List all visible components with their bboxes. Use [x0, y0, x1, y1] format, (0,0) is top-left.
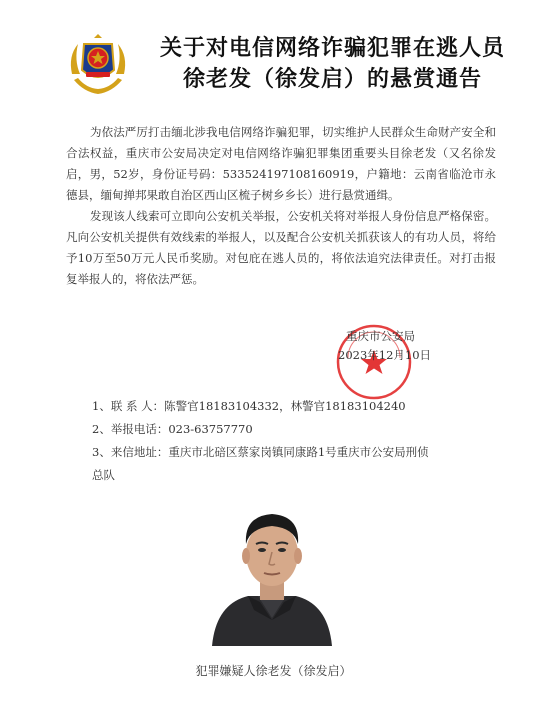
mail-address: 3、来信地址：重庆市北碚区蔡家岗镇同康路1号重庆市公安局刑侦	[92, 445, 429, 459]
body-paragraph-1: 为依法严厉打击缅北涉我电信网络诈骗犯罪，切实维护人民群众生命财产安全和合法权益，重庆市公安局决定对电信网络诈骗犯罪集团重要头目徐老发（又名徐发启，男，52岁，身份证号码：533524197108160919，户籍地：云南省临沧市永德县，缅甸掸邦果敢自治区西山区梳子树乡乡长）进行悬赏通缉。	[66, 125, 496, 202]
notice-title	[140, 34, 525, 96]
notice-body	[66, 122, 496, 290]
mail-address-cont: 总队	[92, 468, 115, 482]
contact-list	[92, 395, 492, 487]
signature-org: 重庆市公安局	[346, 329, 415, 343]
signature-date: 2023年12月10日	[338, 348, 432, 362]
body-paragraph-2: 发现该人线索可立即向公安机关举报，公安机关将对举报人身份信息严格保密。凡向公安机关提供有效线索的举报人，以及配合公安机关抓获该人的有功人员，将给予10万至50万元人民币奖励。对包庇在逃人员的，将依法追究法律责任。对打击报复举报人的，将依法严惩。	[66, 209, 496, 286]
title-line-1: 关于对电信网络诈骗犯罪在逃人员	[159, 36, 505, 61]
police-emblem-icon	[64, 34, 132, 102]
report-phone: 2、举报电话：023-63757770	[92, 422, 253, 436]
signature-block	[334, 322, 474, 382]
title-line-2: 徐老发（徐发启）的悬赏通告	[182, 67, 482, 92]
photo-caption: 犯罪嫌疑人徐老发（徐发启）	[195, 664, 352, 678]
contact-person: 1、联 系 人：陈警官18183104332，林警官18183104240	[92, 399, 406, 413]
suspect-photo	[208, 492, 336, 646]
